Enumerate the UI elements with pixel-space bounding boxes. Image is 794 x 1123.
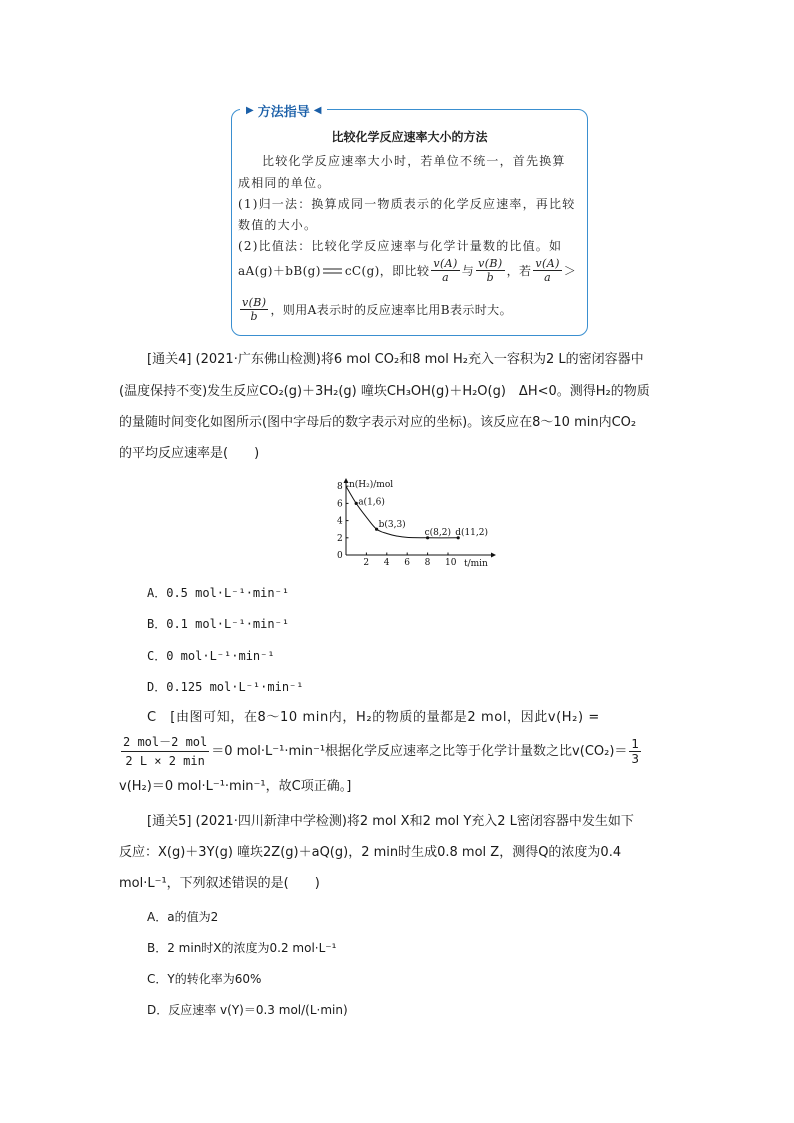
q4-option-b[interactable]: B．0.1 mol·L⁻¹·min⁻¹ — [147, 617, 290, 631]
y-tick-label: 8 — [337, 482, 343, 493]
y-tick-label: 0 — [337, 551, 343, 561]
fraction-numerator: 1 — [631, 737, 640, 751]
fraction-va-a — [533, 257, 561, 284]
q5-line: mol·L⁻¹，下列叙述错误的是( ) — [119, 876, 320, 891]
y-tick-label: 2 — [337, 533, 343, 544]
method-text-line: (1)归一法：换算成同一物质表示的化学反应速率，再比较 — [238, 197, 576, 211]
y-tick-label: 6 — [337, 499, 343, 510]
q5-option-b[interactable]: B．2 min时X的浓度为0.2 mol·L⁻¹ — [147, 941, 337, 955]
q5-line: 反应：X(g)＋3Y(g) 噇垁2Z(g)＋aQ(g)，2 min时生成0.8 mol Z，测得Q的浓度为0.4 — [119, 845, 622, 860]
q4-line: 的量随时间变化如图所示(图中字母后的数字表示对应的坐标)。该反应在8～10 min内CO₂ — [119, 415, 637, 430]
fraction-denominator: b — [486, 271, 495, 284]
method-text-line: 数值的大小。 — [238, 218, 318, 232]
q5-option-a[interactable]: A．a的值为2 — [147, 910, 219, 924]
x-tick-label: 6 — [404, 558, 410, 568]
fraction-numerator: 2 mol－2 mol — [121, 733, 209, 752]
arrow-right-icon: ▶ — [246, 104, 254, 116]
fraction-numerator: v(A) — [433, 257, 458, 270]
x-tick-label: 8 — [424, 558, 431, 568]
arrow-left-icon: ◀ — [313, 104, 322, 116]
method-text-line: 成相同的单位。 — [238, 176, 331, 190]
x-tick-label: 10 — [445, 558, 457, 568]
point-label: d(11,2) — [455, 527, 489, 538]
q4-option-c[interactable]: C．0 mol·L⁻¹·min⁻¹ — [147, 649, 275, 663]
reaction-left: aA(g)＋bB(g) — [238, 264, 321, 278]
fraction-numerator: v(A) — [535, 257, 560, 270]
greater-than-sign: ＞ — [563, 264, 577, 278]
x-tick-label: 2 — [363, 558, 370, 568]
answer4-formula-line — [119, 733, 643, 770]
method-box-header-label: 方法指导 — [257, 104, 310, 120]
fraction-denominator: a — [544, 271, 552, 284]
method-box-header — [240, 101, 327, 119]
point-label: a(1,6) — [358, 497, 385, 508]
method-text-line: 比较化学反应速率大小时，若单位不统一，首先换算 — [262, 154, 566, 168]
reaction-right: cC(g)，即比较 — [344, 264, 430, 278]
x-tick-label: 4 — [383, 558, 390, 568]
method-text-line: (2)比值法：比较化学反应速率与化学计量数的比值。如 — [238, 239, 563, 253]
method-formula-line — [238, 257, 576, 284]
fraction-denominator: 2 L × 2 min — [125, 754, 205, 768]
q5-option-d[interactable]: D．反应速率 v(Y)＝0.3 mol/(L·min) — [147, 1003, 348, 1017]
q5-option-c[interactable]: C．Y的转化率为60% — [147, 972, 262, 986]
q4-line: (温度保持不变)发生反应CO₂(g)＋3H₂(g) 噇垁CH₃OH(g)＋H₂O(g) ΔH<0。测得H₂的物质 — [119, 384, 650, 399]
rate-fraction — [121, 733, 209, 770]
answer4-line: v(H₂)＝0 mol·L⁻¹·min⁻¹，故C项正确。] — [119, 779, 352, 794]
answer4-formula-text: ＝0 mol·L⁻¹·min⁻¹根据化学反应速率之比等于化学计量数之比v(CO₂)＝ — [211, 743, 628, 759]
point-label: b(3,3) — [378, 520, 406, 531]
h2-amount-graph — [326, 475, 496, 570]
y-tick-label: 4 — [337, 516, 343, 527]
connector-text: ，若 — [506, 264, 532, 278]
y-axis-label: n(H₂)/mol — [349, 480, 394, 490]
method-text-line — [238, 296, 512, 323]
fraction-denominator: a — [442, 271, 450, 284]
answer4-line: C [由图可知，在8～10 min内，H₂的物质的量都是2 mol，因此v(H₂) = — [147, 710, 600, 725]
method-box-title: 比较化学反应速率大小的方法 — [331, 130, 488, 144]
fraction-denominator: b — [250, 310, 258, 323]
equilibrium-arrow-icon — [322, 266, 344, 276]
connector-text: 与 — [461, 264, 475, 278]
x-axis-label: t/min — [464, 559, 488, 569]
q5-line: [通关5] (2021·四川新津中学检测)将2 mol X和2 mol Y充入2 L密闭容器中发生如下 — [147, 814, 634, 829]
fraction-numerator: v(B) — [242, 296, 267, 309]
fraction-vb-b — [476, 257, 504, 284]
fraction-vb-b — [240, 296, 268, 323]
x-axis-arrow-icon — [491, 553, 496, 558]
method-conclusion: ，则用A表示时的反应速率比用B表示时大。 — [270, 303, 512, 317]
q4-line: [通关4] (2021·广东佛山检测)将6 mol CO₂和8 mol H₂充入一容积为2 L的密闭容器中 — [147, 352, 644, 367]
y-axis-arrow-icon — [344, 478, 349, 483]
point-label: c(8,2) — [424, 527, 451, 538]
fraction-denominator: 3 — [631, 752, 640, 766]
q4-line: 的平均反应速率是( ) — [119, 446, 260, 461]
fraction-va-a — [431, 257, 459, 284]
one-third-fraction — [629, 737, 641, 766]
q4-option-d[interactable]: D．0.125 mol·L⁻¹·min⁻¹ — [147, 680, 304, 694]
fraction-numerator: v(B) — [478, 257, 503, 270]
q4-option-a[interactable]: A．0.5 mol·L⁻¹·min⁻¹ — [147, 586, 290, 600]
